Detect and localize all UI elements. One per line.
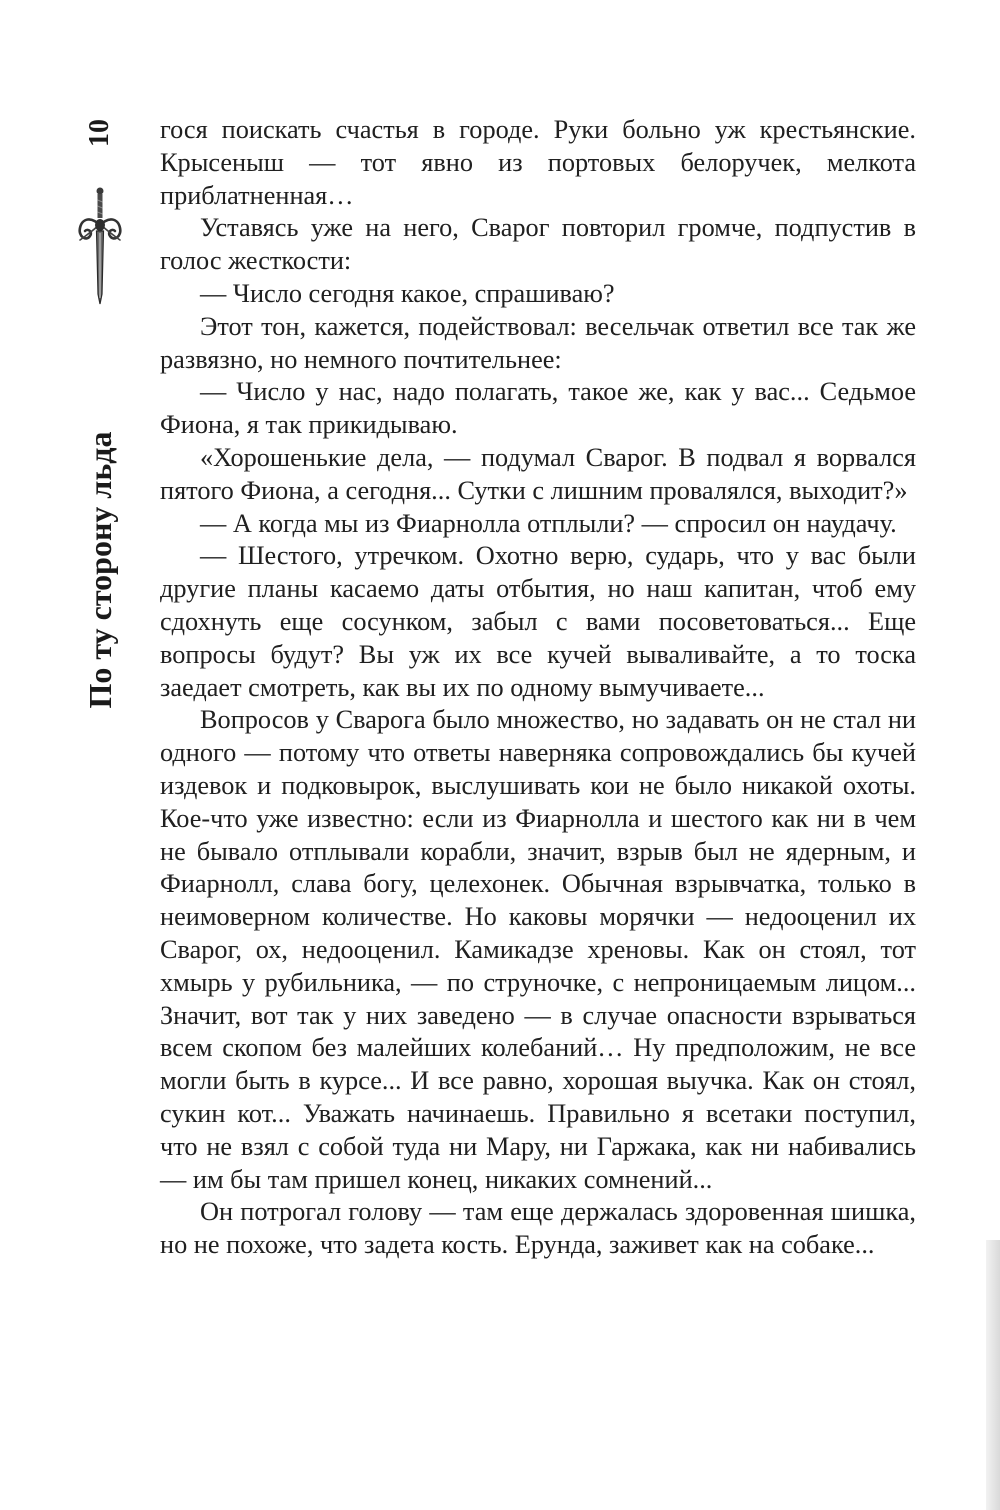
paragraph: Он потрогал голову — там еще держалась здоровенная шишка, но не похоже, что задета кость. Ерунда, заживет как на собаке... [160, 1197, 916, 1260]
paragraph: Уставясь уже на него, Сварог повторил громче, подпустив в голос жесткости: [160, 213, 916, 276]
running-header [60, 108, 140, 709]
paragraph: Этот тон, кажется, подействовал: весельчак ответил все так же развязно, но немного почтительнее: [160, 311, 916, 374]
paragraph: — Шестого, утречком. Охотно верю, сударь, что у вас были другие планы касаемо даты отбытия, но наш капитан, чтоб ему сдохнуть еще сосунком, забыл с вами посоветоваться... Еще вопросы будут? Вы уж их все кучей вываливайте, а то тоска заедает смотреть, как вы их по одному вымучиваете... [160, 541, 916, 702]
paragraph: гося поискать счастья в городе. Руки больно уж крестьянские. Крысеныш — тот явно из портовых белоручек, мелкота приблатненная… [160, 115, 916, 210]
paragraph: — Число у нас, надо полагать, такое же, как у вас... Седьмое Фиона, я так прикидываю. [160, 377, 916, 440]
paragraph: — Число сегодня какое, спрашиваю? [200, 278, 615, 308]
paragraph: — А когда мы из Фиарнолла отплыли? — спросил он наудачу. [200, 508, 897, 538]
paragraph: Вопросов у Сварога было множество, но задавать он не стал ни одного — потому что ответы наверняка сопровождались бы кучей издевок и подковырок, выслушивать кои не было никакой охоты. Кое-что уже известно: если из Фиарнолла и шестого как ни в чем не бывало отплывали корабли, значит, взрыв был не ядерным, и Фиарнолл, слава богу, целехонек. Обычная взрывчатка, только в неимоверном количестве. Но каковы морячки — недооценил их Сварог, ох, недооценил. Камикадзе хреновы. Как он стоял, тот хмырь у рубильника, — по струночке, с непроницаемым лицом... Значит, вот так у них заведено — в случае опасности взрываться всем скопом без малейших колебаний… Ну предположим, не все могли быть в курсе... И все равно, хорошая выучка. Как он стоял, сукин кот... Уважать начинаешь. Правильно я всетаки поступил, что не взял с собой туда ни Мару, ни Гаржака, как ни набивались — им бы там пришел конец, никаких сомнений... [160, 705, 916, 1194]
sword-icon [74, 186, 126, 306]
body-text [160, 114, 916, 1262]
page-number: 10 [84, 119, 115, 147]
paragraph: «Хорошенькие дела, — подумал Сварог. В подвал я ворвался пятого Фиона, а сегодня... Сутки с лишним провалялся, выходит?» [160, 442, 916, 505]
book-title: По ту сторону льда [82, 431, 118, 709]
page-edge-shadow [986, 1240, 1000, 1510]
